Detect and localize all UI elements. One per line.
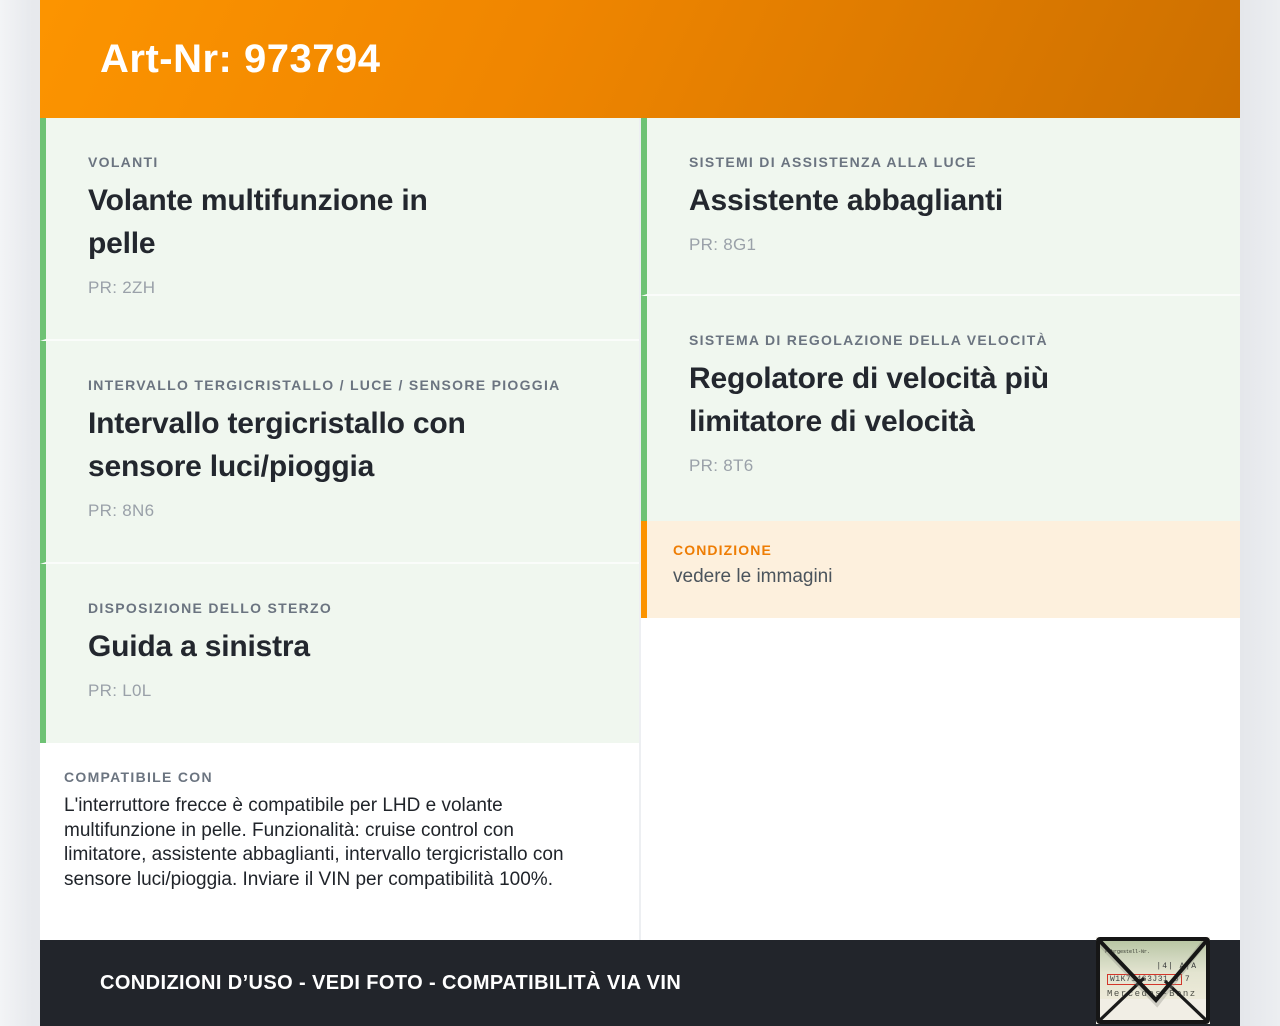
condition-value: vedere le immagini <box>673 566 833 587</box>
compatibility-card <box>40 743 639 940</box>
vin-suffix: 7 <box>1184 975 1190 984</box>
vin-plate-label: Fahrgestell-Nr. <box>1105 949 1151 955</box>
spec-title-line: pelle <box>88 227 156 260</box>
spec-title <box>88 402 599 488</box>
spec-card-sterzo <box>40 564 639 743</box>
spec-category-label: INTERVALLO TERGICRISTALLO / LUCE / SENSORE PIOGGIA <box>88 377 561 393</box>
spec-category-label: SISTEMA DI REGOLAZIONE DELLA VELOCITÀ <box>689 332 1048 348</box>
spec-title-line: sensore luci/pioggia <box>88 450 375 483</box>
pr-code: PR: 8T6 <box>689 456 754 475</box>
article-number: Art-Nr: 973794 <box>100 36 381 81</box>
spec-title-line: Intervallo tergicristallo con <box>88 407 466 440</box>
pr-code: PR: 2ZH <box>88 278 156 297</box>
condition-label: CONDIZIONE <box>673 542 772 558</box>
spec-category-label: SISTEMI DI ASSISTENZA ALLA LUCE <box>689 154 977 170</box>
spec-title-line: Assistente abbaglianti <box>689 184 1004 217</box>
right-column <box>641 118 1240 940</box>
vin-envelope-stamp <box>1096 937 1210 1024</box>
spec-title <box>88 179 599 265</box>
spec-title <box>689 179 1200 222</box>
pr-code: PR: 8N6 <box>88 501 155 520</box>
listing-page <box>40 0 1240 1026</box>
compatibility-text: L'interruttore frecce è compatibile per LHD e volante multifunzione in pelle. Funzionalità: cruise control con limitatore, assistente abbaglianti, intervallo tergicristallo con sensore luci/pioggia. Inviare il VIN per compatibilità 100%. <box>64 795 564 890</box>
compatibility-label: COMPATIBILE CON <box>64 769 213 785</box>
spec-card-tergicristallo <box>40 341 639 564</box>
spec-title-line: Volante multifunzione in <box>88 184 428 217</box>
pr-code: PR: L0L <box>88 681 152 700</box>
footer-bar <box>40 940 1240 1026</box>
spec-title-line: Guida a sinistra <box>88 630 310 663</box>
right-column-filler <box>641 618 1240 940</box>
condition-card <box>641 521 1240 618</box>
spec-title-line: Regolatore di velocità più <box>689 362 1049 395</box>
left-column <box>40 118 639 940</box>
content-grid <box>40 118 1240 940</box>
vin-plate-brand: Mercedes-Benz <box>1107 989 1197 999</box>
spec-category-label: VOLANTI <box>88 154 159 170</box>
spec-card-velocita <box>641 296 1240 521</box>
spec-category-label: DISPOSIZIONE DELLO STERZO <box>88 600 333 616</box>
spec-title <box>88 625 599 668</box>
spec-title-line: limitatore di velocità <box>689 405 975 438</box>
footer-note: CONDIZIONI D’USO - VEDI FOTO - COMPATIBILITÀ VIA VIN <box>100 971 682 994</box>
vin-plate-fragment: |4| A|A <box>1156 962 1197 971</box>
spec-card-luce <box>641 118 1240 296</box>
vin-highlight-box: W1K71463J31 8 <box>1107 974 1182 985</box>
spec-title <box>689 357 1200 443</box>
spec-card-volanti <box>40 118 639 341</box>
header-bar <box>40 0 1240 118</box>
pr-code: PR: 8G1 <box>689 235 757 254</box>
envelope-icon <box>1096 937 1210 1024</box>
